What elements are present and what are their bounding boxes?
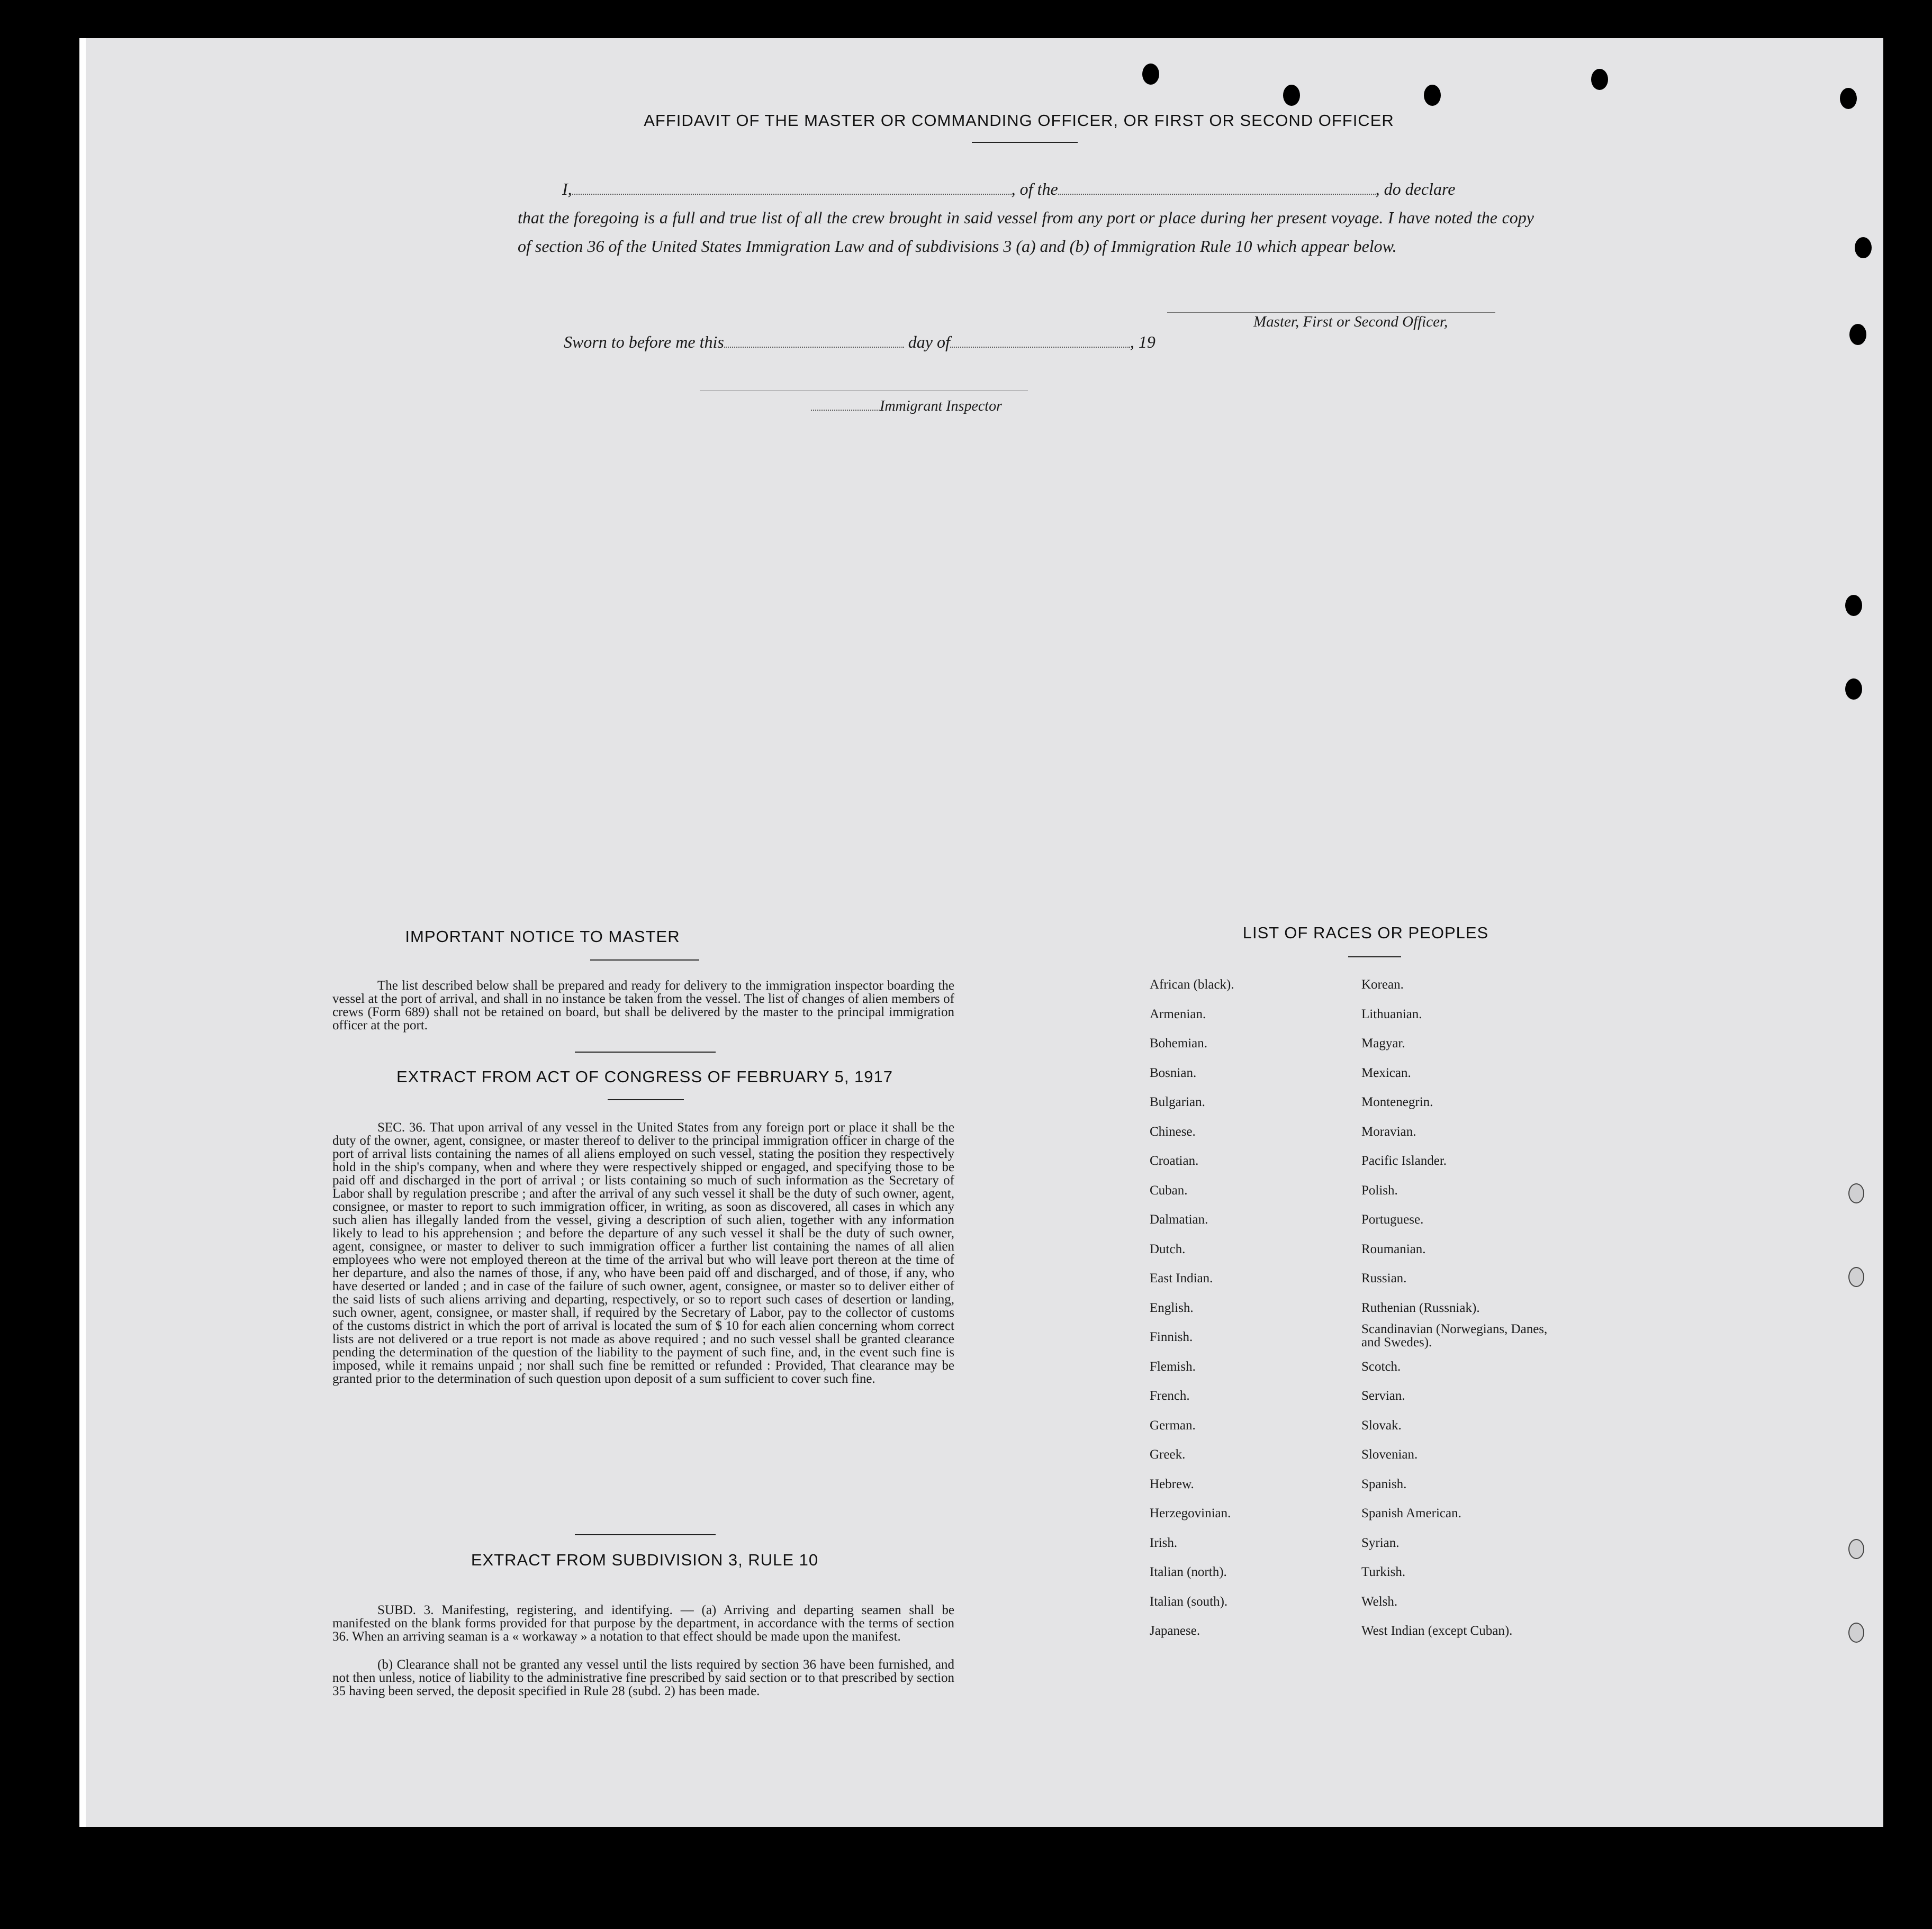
race-item: Spanish American. <box>1361 1506 1461 1520</box>
races-column-1 <box>1150 970 1234 1646</box>
rule-title: EXTRACT FROM SUBDIVISION 3, RULE 10 <box>471 1551 819 1569</box>
race-item: Russian. <box>1361 1271 1407 1285</box>
race-item: Pacific Islander. <box>1361 1154 1447 1168</box>
affidavit-body <box>518 175 1534 260</box>
affidavit-title: AFFIDAVIT OF THE MASTER OR COMMANDING OFFICER, OR FIRST OR SECOND OFFICER <box>644 111 1394 130</box>
rule-text-b: (b) Clearance shall not be granted any vessel until the lists required by section 36 have been furnished, and not then unless, notice of liability to the administrative fine prescribed by said section or to that prescribed by section 35 having been served, the deposit specified in Rule 28 (subd. 2) has been made. <box>332 1658 954 1698</box>
race-item: Finnish. <box>1150 1330 1193 1344</box>
name-blank <box>572 194 1012 195</box>
race-item: Turkish. <box>1361 1565 1406 1579</box>
race-item: Bosnian. <box>1150 1065 1197 1080</box>
race-item: Korean. <box>1361 977 1404 992</box>
race-item: Armenian. <box>1150 1007 1206 1021</box>
month-blank <box>950 347 1130 348</box>
punch-hole <box>1142 64 1159 85</box>
race-item: West Indian (except Cuban). <box>1361 1624 1513 1638</box>
divider <box>1348 956 1401 957</box>
race-item: Servian. <box>1361 1389 1405 1403</box>
race-item: Ruthenian (Russniak). <box>1361 1300 1480 1315</box>
notice-text: The list described below shall be prepared and ready for delivery to the immigration inspector boarding the vessel at the port of arrival, and shall in no instance be taken from the vessel. The list of changes of alien members of crews (Form 689) shall not be retained on board, but shall be delivered by the master to the principal immigration officer at the port. <box>332 979 954 1033</box>
race-item: Scotch. <box>1361 1359 1401 1374</box>
race-item: Portuguese. <box>1361 1212 1424 1227</box>
race-item: French. <box>1150 1389 1190 1403</box>
divider <box>972 142 1078 143</box>
race-item: German. <box>1150 1418 1196 1433</box>
rule-text-a: SUBD. 3. Manifesting, registering, and identifying. — (a) Arriving and departing seamen shall be manifested on the blank forms provided for that purpose by the department, in accordance with the terms of section 36. When an arriving seaman is a « workaway » a notation to that effect should be made upon the manifest. <box>332 1603 954 1644</box>
sworn-line <box>564 332 1155 352</box>
sworn-prefix: Sworn to before me this <box>564 332 724 351</box>
punch-hole <box>1848 1623 1864 1643</box>
race-item: Montenegrin. <box>1361 1095 1433 1109</box>
punch-hole <box>1849 324 1866 345</box>
race-item: Roumanian. <box>1361 1242 1426 1256</box>
affidavit-statement: that the foregoing is a full and true list of all the crew brought in said vessel from any port or place during her present voyage. I have noted the copy of section 36 of the United States Immigration Law and of subdivisions 3 (a) and (b) of Immigration Rule 10 which appear below. <box>518 208 1534 256</box>
inspector-label: Immigrant Inspector <box>880 398 1002 414</box>
vessel-blank <box>1058 194 1376 195</box>
affidavit-of-the: , of the <box>1011 179 1058 198</box>
divider <box>608 1099 684 1100</box>
notice-title: IMPORTANT NOTICE TO MASTER <box>405 927 680 946</box>
divider <box>575 1052 716 1053</box>
signature-line <box>1167 312 1495 313</box>
punch-hole <box>1424 85 1441 106</box>
race-item: Bulgarian. <box>1150 1095 1205 1109</box>
punch-hole <box>1855 237 1872 258</box>
race-item: Moravian. <box>1361 1124 1416 1139</box>
affidavit-declare: , do declare <box>1375 179 1456 198</box>
divider <box>575 1534 716 1535</box>
race-item: Greek. <box>1150 1447 1186 1462</box>
race-item: Chinese. <box>1150 1124 1196 1139</box>
race-item: East Indian. <box>1150 1271 1213 1285</box>
race-item: Irish. <box>1150 1535 1178 1550</box>
affidavit-line-1 <box>518 175 1534 203</box>
races-column-2 <box>1361 970 1557 1646</box>
race-item: Mexican. <box>1361 1065 1411 1080</box>
race-item: English. <box>1150 1300 1194 1315</box>
punch-hole <box>1283 85 1300 106</box>
punch-hole <box>1591 69 1608 90</box>
races-title: LIST OF RACES OR PEOPLES <box>1242 923 1489 942</box>
race-item: Magyar. <box>1361 1036 1405 1050</box>
race-item: Italian (north). <box>1150 1565 1227 1579</box>
inspector-line <box>811 398 1002 415</box>
race-item: Croatian. <box>1150 1154 1199 1168</box>
punch-hole <box>1845 595 1862 616</box>
race-item: African (black). <box>1150 977 1234 992</box>
race-item: Polish. <box>1361 1183 1398 1198</box>
race-item: Scandinavian (Norwegians, Danes, and Swedes). <box>1361 1322 1548 1350</box>
race-item: Slovak. <box>1361 1418 1402 1433</box>
race-item: Welsh. <box>1361 1594 1398 1609</box>
punch-hole <box>1848 1183 1864 1203</box>
punch-hole <box>1848 1267 1864 1287</box>
inspector-blank <box>811 410 880 411</box>
divider <box>590 959 699 961</box>
act-title: EXTRACT FROM ACT OF CONGRESS OF FEBRUARY 5, 1917 <box>396 1067 893 1086</box>
race-item: Flemish. <box>1150 1359 1196 1374</box>
punch-hole <box>1848 1539 1864 1559</box>
race-item: Italian (south). <box>1150 1594 1228 1609</box>
race-item: Dutch. <box>1150 1242 1186 1256</box>
race-item: Dalmatian. <box>1150 1212 1208 1227</box>
race-item: Herzegovinian. <box>1150 1506 1231 1520</box>
affidavit-i: I, <box>562 179 572 198</box>
day-of: day of <box>908 332 950 351</box>
act-text: SEC. 36. That upon arrival of any vessel in the United States from any foreign port or place it shall be the duty of the owner, agent, consignee, or master thereof to deliver to the principal immigration officer in charge of the port of arrival lists containing the names of all aliens employed on such vessel, stating the position they respectively hold in the ship's company, when and where they were respectively shipped or engaged, and specifying those to be paid off and discharged in the port of arrival ; or lists containing so much of such information as the Secretary of Labor shall by regulation prescribe ; and after the arrival of any such vessel it shall be the duty of such owner, agent, consignee, or master to report to such immigration officer, in writing, as soon as discovered, all cases in which any such alien has illegally landed from the vessel, giving a description of such alien, together with any information likely to lead to his apprehension ; and before the departure of any such vessel it shall be the duty of such owner, agent, consignee, or master to deliver to such immigration officer a further list containing the names of all alien employees who were not employed thereon at the time of the arrival but who will leave port thereon at the time of her departure, and also the names of those, if any, who have been paid off and discharged, and of those, if any, who have deserted or landed ; and in case of the failure of such owner, agent, consignee, or master so to deliver either of the said lists of such aliens arriving and departing, respectively, or so to report such cases of desertion or landing, such owner, agent, consignee, or master shall, if required by the Secretary of Labor, pay to the collector of customs of the customs district in which the port of arrival is located the sum of $ 10 for each alien concerning whom correct lists are not delivered or a true report is not made as above required ; and no such vessel shall be granted clearance pending the determination of the question of the liability to the payment of such fine, and, in the event such fine is imposed, while it remains unpaid ; nor shall such fine be remitted or refunded : Provided, That clearance may be granted prior to the determination of such question upon deposit of a sum sufficient to cover such fine. <box>332 1120 954 1386</box>
master-label: Master, First or Second Officer, <box>1253 313 1448 330</box>
year-prefix: , 19 <box>1130 332 1155 351</box>
race-item: Lithuanian. <box>1361 1007 1422 1021</box>
punch-hole <box>1840 88 1857 109</box>
punch-hole <box>1845 678 1862 700</box>
race-item: Slovenian. <box>1361 1447 1418 1462</box>
race-item: Syrian. <box>1361 1535 1400 1550</box>
race-item: Bohemian. <box>1150 1036 1208 1050</box>
race-item: Cuban. <box>1150 1183 1188 1198</box>
day-blank <box>724 347 904 348</box>
race-item: Japanese. <box>1150 1624 1200 1638</box>
race-item: Spanish. <box>1361 1477 1407 1491</box>
race-item: Hebrew. <box>1150 1477 1194 1491</box>
page-edge <box>79 38 86 1827</box>
